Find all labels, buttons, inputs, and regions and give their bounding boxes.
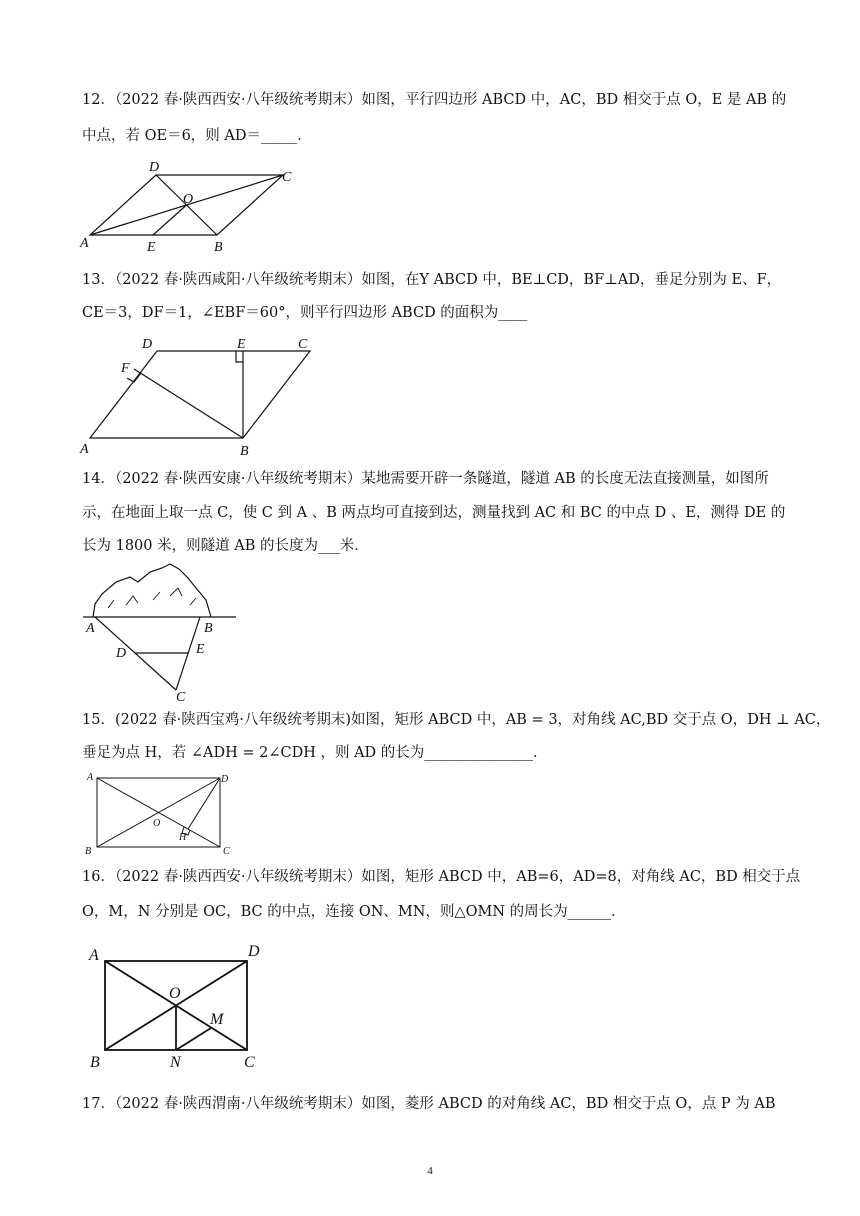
q13-label-f: F xyxy=(121,361,130,376)
q16-label-b: B xyxy=(90,1054,100,1070)
q13-figure xyxy=(78,332,328,457)
q15-line1: 15．(2022 春·陕西宝鸡·八年级统考期末)如图，矩形 ABCD 中，AB = 3，对角线 AC,BD 交于点 O，DH ⊥ AC， xyxy=(82,712,831,728)
q15-label-c: C xyxy=(223,846,230,857)
q13-line1: 13．（2022 春·陕西咸阳·八年级统考期末）如图，在Y ABCD 中，BE⊥CD，BF⊥AD，垂足分别为 E、F， xyxy=(82,272,782,288)
q14-label-b: B xyxy=(204,621,213,636)
q14-label-a: A xyxy=(86,621,95,636)
q14-line1: 14．（2022 春·陕西安康·八年级统考期末）某地需要开辟一条隧道，隧道 AB 的长度无法直接测量，如图所 xyxy=(82,471,769,487)
mountain-outline xyxy=(93,564,211,617)
q15-line2: 垂足为点 H，若 ∠ADH = 2∠CDH ，则 AD 的长为_______________． xyxy=(82,745,548,761)
q15-label-h: H xyxy=(179,832,187,843)
page-number: 4 xyxy=(427,1165,433,1177)
q13-label-e: E xyxy=(237,337,246,352)
q14-line2: 示，在地面上取一点 C，使 C 到 A 、B 两点均可直接到达，测量找到 AC 和 BC 的中点 D 、E，测得 DE 的 xyxy=(82,505,786,521)
q13-label-d: D xyxy=(142,337,153,352)
q12-line2: 中点，若 OE＝6，则 AD＝_____． xyxy=(82,128,312,144)
q13-label-b: B xyxy=(240,444,249,457)
q15-label-o: O xyxy=(153,818,161,829)
q15-figure xyxy=(80,770,240,860)
q15-label-b: B xyxy=(85,846,92,857)
q12-figure xyxy=(78,155,308,255)
q16-label-c: C xyxy=(244,1054,255,1070)
q16-label-m: M xyxy=(210,1011,224,1028)
q12-label-b: B xyxy=(214,240,223,255)
q14-line3: 长为 1800 米，则隧道 AB 的长度为___米． xyxy=(82,538,369,554)
q16-label-o: O xyxy=(169,985,181,1002)
q13-line2: CE＝3，DF＝1，∠EBF＝60°，则平行四边形 ABCD 的面积为____ xyxy=(82,305,528,321)
q16-label-n: N xyxy=(170,1054,181,1070)
q16-line2: O，M，N 分别是 OC，BC 的中点，连接 ON、MN，则△OMN 的周长为______． xyxy=(82,904,626,920)
q16-line1: 16．（2022 春·陕西西安·八年级统考期末）如图，矩形 ABCD 中，AB=6，AD=8，对角线 AC，BD 相交于点 xyxy=(82,869,801,885)
q14-label-d: D xyxy=(116,646,127,661)
q16-label-d: D xyxy=(248,943,260,960)
q15-label-a: A xyxy=(87,772,94,783)
q13-label-a: A xyxy=(80,442,89,457)
q14-label-e: E xyxy=(196,642,205,657)
q14-label-c: C xyxy=(176,690,186,705)
q12-label-d: D xyxy=(149,160,160,175)
q12-line1: 12．（2022 春·陕西西安·八年级统考期末）如图，平行四边形 ABCD 中，AC，BD 相交于点 O，E 是 AB 的 xyxy=(82,92,787,108)
q15-label-d: D xyxy=(221,774,229,785)
q16-label-a: A xyxy=(89,947,99,964)
q17-line1: 17．（2022 春·陕西渭南·八年级统考期末）如图，菱形 ABCD 的对角线 AC，BD 相交于点 O，点 P 为 AB xyxy=(82,1096,776,1112)
q12-label-o: O xyxy=(183,192,194,207)
q14-figure xyxy=(78,560,248,705)
q12-label-c: C xyxy=(282,170,292,185)
q16-figure xyxy=(85,940,275,1070)
q13-label-c: C xyxy=(298,337,308,352)
q12-label-e: E xyxy=(147,240,156,255)
q12-label-a: A xyxy=(80,236,89,251)
